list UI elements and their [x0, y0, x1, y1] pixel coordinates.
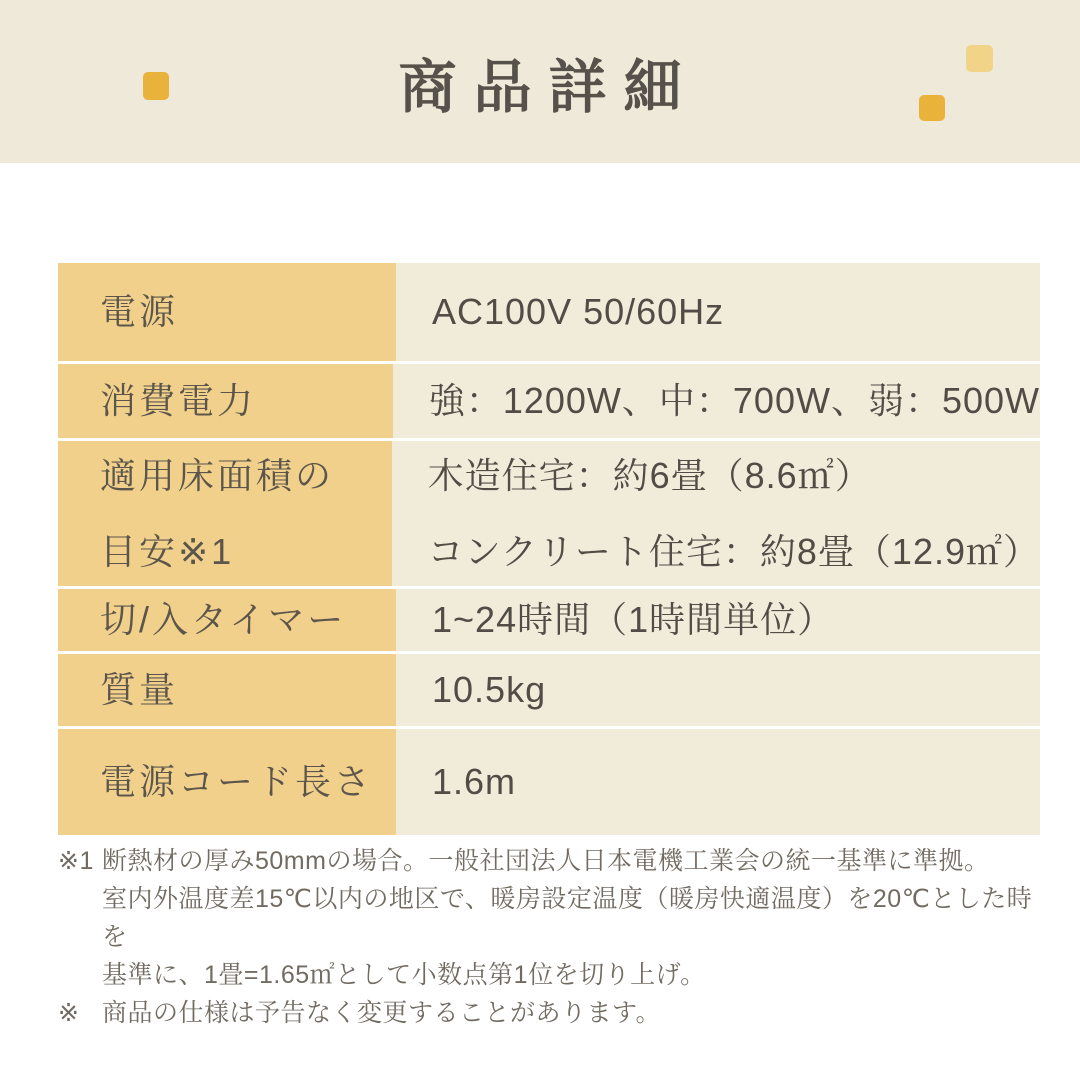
- table-row: [58, 654, 1040, 726]
- spec-value-timer: [396, 589, 1040, 651]
- table-row: [58, 364, 1040, 438]
- deco-square-right-bottom: [919, 95, 945, 121]
- spec-value-text: 強：1200W、中：700W、弱：500W: [428, 380, 1040, 421]
- footnote-text: [102, 842, 1042, 994]
- spec-label-text: 切/入タイマー: [100, 599, 347, 640]
- table-row: [58, 589, 1040, 651]
- spec-value-floor-area: [392, 441, 1040, 586]
- table-row: [58, 729, 1040, 835]
- footnote-line: 商品の仕様は予告なく変更することがあります。: [102, 999, 662, 1027]
- spec-value-text: コンクリート住宅：約8畳（12.9㎡）: [427, 530, 1040, 572]
- footnote-marker: ※1: [58, 847, 94, 875]
- spec-label-text: 目安※1: [100, 530, 235, 572]
- spec-value-text: AC100V 50/60Hz: [432, 291, 725, 332]
- deco-square-left: [143, 72, 169, 100]
- spec-label-power: [58, 263, 396, 361]
- table-row: [58, 441, 1040, 586]
- spec-label-text: 電源コード長さ: [100, 761, 374, 802]
- spec-label-text: 質量: [100, 669, 179, 710]
- spec-value-text: 木造住宅：約6畳（8.6㎡）: [427, 454, 872, 496]
- table-row: [58, 263, 1040, 361]
- spec-label-floor-area: [58, 441, 392, 586]
- spec-label-text: 適用床面積の: [100, 454, 335, 496]
- footnotes: [58, 842, 1042, 1032]
- spec-label-weight: [58, 654, 396, 726]
- spec-value-text: 1.6m: [432, 761, 517, 802]
- footnote-line: 室内外温度差15℃以内の地区で、暖房設定温度（暖房快適温度）を20℃とした時を: [102, 885, 1033, 951]
- spec-value-power: [396, 263, 1040, 361]
- footnote-line: 断熱材の厚み50mmの場合。一般社団法人日本電機工業会の統一基準に準拠。: [102, 847, 990, 875]
- page-title: 商品詳細: [398, 54, 699, 120]
- footnote-line: 基準に、1畳=1.65㎡として小数点第1位を切り上げ。: [102, 961, 706, 989]
- footnote-1: [58, 842, 1042, 994]
- spec-value-cord-length: [396, 729, 1040, 835]
- spec-label-text: 消費電力: [100, 380, 257, 421]
- spec-value-weight: [396, 654, 1040, 726]
- spec-value-consumption: [393, 364, 1040, 438]
- spec-label-consumption: [58, 364, 393, 438]
- footnote-text: [102, 994, 1042, 1032]
- deco-square-right-top: [966, 45, 993, 72]
- spec-table: [58, 263, 1040, 835]
- spec-value-text: 10.5kg: [432, 669, 547, 710]
- spec-value-text: 1~24時間（1時間単位）: [432, 599, 835, 640]
- spec-label-cord-length: [58, 729, 396, 835]
- spec-label-text: 電源: [100, 291, 179, 332]
- footnote-2: [58, 994, 1042, 1032]
- footnote-marker: ※: [58, 999, 80, 1027]
- spec-label-timer: [58, 589, 396, 651]
- header-band: [0, 0, 1080, 163]
